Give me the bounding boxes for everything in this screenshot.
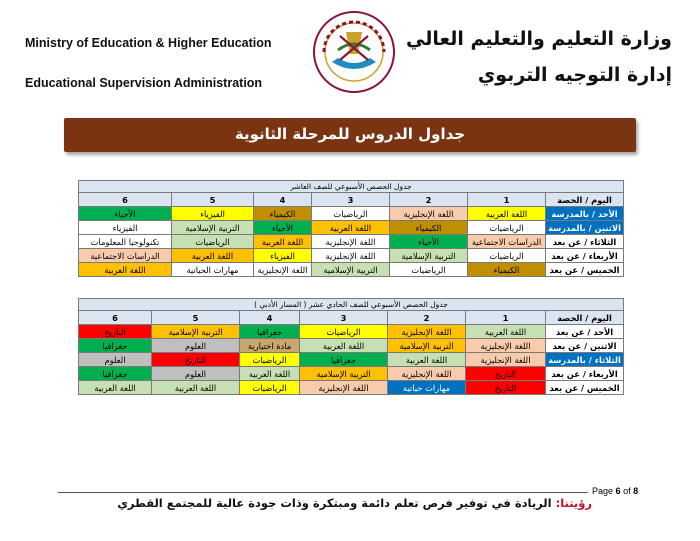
period-header: 5 — [172, 193, 254, 207]
lesson-cell: الكيمياء — [390, 221, 468, 235]
lesson-cell: اللغة الإنجليزية — [388, 325, 466, 339]
lesson-cell: الفيزياء — [254, 249, 312, 263]
day-cell: الثلاثاء / بالمدرسة — [546, 353, 624, 367]
page-indicator — [592, 486, 638, 496]
period-header: 1 — [468, 193, 546, 207]
qatar-emblem-logo — [312, 10, 396, 94]
lesson-cell: اللغة العربية — [152, 381, 240, 395]
lesson-cell: التاريخ — [79, 325, 152, 339]
day-period-header: اليوم / الحصة — [546, 311, 624, 325]
period-header: 5 — [152, 311, 240, 325]
title-banner — [64, 118, 636, 152]
lesson-cell: اللغة الإنجليزية — [300, 381, 388, 395]
ministry-name-en: Ministry of Education & Higher Education — [25, 36, 272, 50]
period-header: 1 — [466, 311, 546, 325]
lesson-cell: اللغة الإنجليزية — [388, 367, 466, 381]
vision-text: الريادة في توفير فرص تعلم دائمة ومبتكرة وذات جودة عالية للمجتمع القطري — [117, 496, 552, 510]
banner-title: جداول الدروس للمرحلة الثانوية — [234, 125, 466, 143]
lesson-cell: اللغة العربية — [79, 263, 172, 277]
ministry-name-ar: وزارة التعليم والتعليم العالي — [405, 28, 672, 50]
table-caption: جدول الحصص الأسبوعي للصف الحادي عشر ( المسار الأدبي ) — [79, 299, 624, 311]
vision-statement — [92, 496, 592, 510]
lesson-cell: جغرافيا — [300, 353, 388, 367]
grade-11-literary-timetable — [78, 298, 624, 395]
lesson-cell: اللغة العربية — [312, 221, 390, 235]
lesson-cell: مهارات الحياتية — [172, 263, 254, 277]
lesson-cell: الأحياء — [79, 207, 172, 221]
lesson-cell: الفيزياء — [172, 207, 254, 221]
lesson-cell: جغرافيا — [240, 325, 300, 339]
lesson-cell: التربية الإسلامية — [152, 325, 240, 339]
lesson-cell: اللغة الإنجليزية — [390, 207, 468, 221]
vision-label: رؤيتنا: — [555, 496, 592, 510]
lesson-cell: اللغة الإنجليزية — [466, 339, 546, 353]
supervision-name-en: Educational Supervision Administration — [25, 76, 263, 90]
lesson-cell: التربية الإسلامية — [312, 263, 390, 277]
lesson-cell: اللغة الإنجليزية — [254, 263, 312, 277]
lesson-cell: التاريخ — [152, 353, 240, 367]
table-row — [79, 249, 624, 263]
table-row — [79, 381, 624, 395]
day-period-header: اليوم / الحصة — [546, 193, 624, 207]
day-cell: الاثنين / بالمدرسة — [546, 221, 624, 235]
lesson-cell: اللغة العربية — [79, 381, 152, 395]
lesson-cell: اللغة الإنجليزية — [312, 249, 390, 263]
lesson-cell: الرياضيات — [300, 325, 388, 339]
lesson-cell: الكيمياء — [254, 207, 312, 221]
table-row — [79, 339, 624, 353]
day-cell: الأربعاء / عن بعد — [546, 249, 624, 263]
day-cell: الاثنين / عن بعد — [546, 339, 624, 353]
lesson-cell: الدراسات الاجتماعية — [468, 235, 546, 249]
footer-divider — [58, 492, 588, 493]
table-row — [79, 221, 624, 235]
lesson-cell: الرياضيات — [240, 353, 300, 367]
day-cell: الأحد / بالمدرسة — [546, 207, 624, 221]
lesson-cell: اللغة العربية — [254, 235, 312, 249]
lesson-cell: التربية الإسلامية — [172, 221, 254, 235]
lesson-cell: الرياضيات — [468, 249, 546, 263]
lesson-cell: الأحياء — [254, 221, 312, 235]
lesson-cell: اللغة العربية — [466, 325, 546, 339]
lesson-cell: التربية الإسلامية — [300, 367, 388, 381]
day-cell: الأربعاء / عن بعد — [546, 367, 624, 381]
lesson-cell: الدراسات الاجتماعية — [79, 249, 172, 263]
lesson-cell: جغرافيا — [79, 339, 152, 353]
lesson-cell: الأحياء — [390, 235, 468, 249]
table-row — [79, 235, 624, 249]
table-header-row — [79, 193, 624, 207]
lesson-cell: مهارات حياتية — [388, 381, 466, 395]
lesson-cell: اللغة الإنجليزية — [312, 235, 390, 249]
lesson-cell: اللغة العربية — [468, 207, 546, 221]
page-label: Page — [592, 486, 614, 496]
lesson-cell: التاريخ — [466, 367, 546, 381]
table-caption: جدول الحصص الأسبوعي للصف العاشر — [79, 181, 624, 193]
period-header: 6 — [79, 193, 172, 207]
lesson-cell: التربية الإسلامية — [390, 249, 468, 263]
period-header: 2 — [390, 193, 468, 207]
day-cell: الثلاثاء / عن بعد — [546, 235, 624, 249]
page-number: 6 — [615, 486, 621, 496]
lesson-cell: الفيزياء — [79, 221, 172, 235]
lesson-cell: التاريخ — [466, 381, 546, 395]
table-row — [79, 325, 624, 339]
period-header: 4 — [240, 311, 300, 325]
period-header: 2 — [388, 311, 466, 325]
supervision-name-ar: إدارة التوجيه التربوي — [477, 64, 672, 86]
table-row — [79, 263, 624, 277]
lesson-cell: العلوم — [152, 367, 240, 381]
page-total: 8 — [633, 486, 639, 496]
day-cell: الخميس / عن بعد — [546, 381, 624, 395]
lesson-cell: جغرافيا — [79, 367, 152, 381]
lesson-cell: اللغة العربية — [240, 367, 300, 381]
table-row — [79, 367, 624, 381]
lesson-cell: مادة اختيارية — [240, 339, 300, 353]
lesson-cell: اللغة العربية — [300, 339, 388, 353]
lesson-cell: اللغة العربية — [172, 249, 254, 263]
day-cell: الخميس / عن بعد — [546, 263, 624, 277]
table-row — [79, 353, 624, 367]
lesson-cell: اللغة الإنجليزية — [466, 353, 546, 367]
day-cell: الأحد / عن بعد — [546, 325, 624, 339]
table-header-row — [79, 311, 624, 325]
grade-10-timetable — [78, 180, 624, 277]
lesson-cell: الرياضيات — [312, 207, 390, 221]
period-header: 3 — [312, 193, 390, 207]
lesson-cell: التربية الإسلامية — [388, 339, 466, 353]
lesson-cell: العلوم — [79, 353, 152, 367]
lesson-cell: الرياضيات — [240, 381, 300, 395]
lesson-cell: الرياضيات — [468, 221, 546, 235]
page-of-label: of — [623, 486, 631, 496]
table-row — [79, 207, 624, 221]
lesson-cell: الرياضيات — [172, 235, 254, 249]
period-header: 6 — [79, 311, 152, 325]
period-header: 3 — [300, 311, 388, 325]
lesson-cell: الرياضيات — [390, 263, 468, 277]
lesson-cell: العلوم — [152, 339, 240, 353]
lesson-cell: اللغة العربية — [388, 353, 466, 367]
lesson-cell: الكيمياء — [468, 263, 546, 277]
lesson-cell: تكنولوجيا المعلومات — [79, 235, 172, 249]
period-header: 4 — [254, 193, 312, 207]
